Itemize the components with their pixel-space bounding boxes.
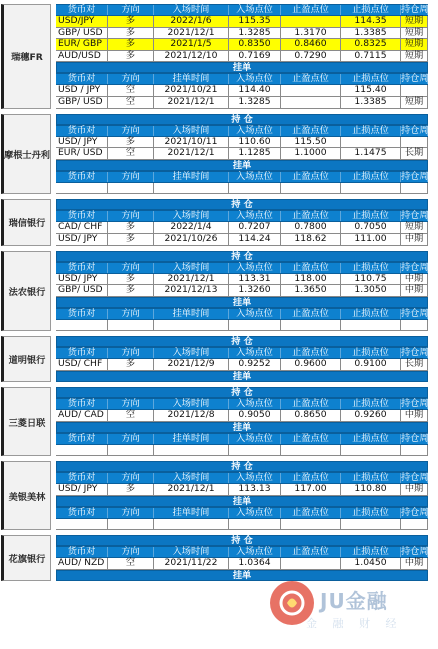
cell-stop-loss: [341, 137, 401, 148]
column-header-holding-period: 持仓周期: [401, 4, 438, 15]
column-header-stop-loss: 止损点位: [341, 74, 401, 84]
pending-banner: 挂单: [56, 371, 428, 382]
column-header-direction: 方向: [108, 348, 154, 358]
column-header-stop-loss: 止损点位: [341, 211, 401, 221]
cell-take-profit: 0.8650: [281, 410, 341, 421]
column-header-holding-period: 持仓周期: [401, 307, 438, 319]
cell-direction: [108, 320, 154, 331]
column-header-take-profit: 止盈点位: [281, 547, 341, 557]
cell-entry-price: 0.8350: [229, 39, 281, 50]
bank-label: 美银美林: [1, 461, 51, 530]
column-header-entry-time: 入场时间: [154, 126, 229, 136]
column-header-row: [56, 170, 438, 183]
cell-take-profit: 1.3170: [281, 28, 341, 39]
column-header-entry-time: 入场时间: [154, 348, 229, 358]
cell-currency-pair: GBP/ USD: [56, 97, 108, 108]
cell-stop-loss: 1.1475: [341, 148, 401, 159]
cell-holding-period: [401, 519, 428, 530]
cell-stop-loss: 114.35: [341, 16, 401, 27]
cell-currency-pair: [56, 320, 108, 331]
table-row: [56, 484, 428, 496]
cell-entry-time: 2021/10/11: [154, 137, 229, 148]
cell-entry-time: 2021/11/22: [154, 558, 229, 569]
cell-take-profit: 118.00: [281, 274, 341, 285]
column-header-direction: 方向: [108, 508, 154, 518]
cell-entry-time: 2021/12/13: [154, 285, 229, 296]
column-header-entry-time: 入场时间: [154, 5, 229, 15]
bank-label: 瑞穗FR: [1, 4, 51, 109]
cell-stop-loss: 0.7115: [341, 51, 401, 62]
holding-banner: 持 仓: [56, 387, 428, 398]
pending-banner: 挂单: [56, 570, 428, 581]
cell-entry-price: 114.40: [229, 85, 281, 96]
cell-holding-period: 短期: [401, 97, 428, 108]
column-header-direction: 方向: [108, 74, 154, 84]
table-row: [56, 519, 428, 531]
bank-label: 法农银行: [1, 251, 51, 332]
column-header-take-profit: 止盈点位: [281, 172, 341, 182]
cell-direction: 多: [108, 222, 154, 233]
pending-banner: 挂单: [56, 496, 428, 507]
column-header-take-profit: 止盈点位: [281, 74, 341, 84]
cell-currency-pair: GBP/ USD: [56, 285, 108, 296]
column-header-stop-loss: 止损点位: [341, 172, 401, 182]
cell-holding-period: [401, 320, 428, 331]
cell-stop-loss: [341, 519, 401, 530]
column-header-holding-period: 持仓周期: [401, 210, 438, 222]
column-header-currency-pair: 货币对: [56, 348, 108, 358]
column-header-entry-time: 挂单时间: [154, 172, 229, 182]
cell-direction: 空: [108, 148, 154, 159]
column-header-entry-price: 入场点位: [229, 473, 281, 483]
column-header-entry-time: 入场时间: [154, 211, 229, 221]
cell-currency-pair: GBP/ USD: [56, 28, 108, 39]
column-header-take-profit: 止盈点位: [281, 263, 341, 273]
column-header-take-profit: 止盈点位: [281, 508, 341, 518]
column-header-entry-price: 入场点位: [229, 399, 281, 409]
cell-direction: 多: [108, 234, 154, 245]
column-header-holding-period: 持仓周期: [401, 170, 438, 182]
column-header-entry-time: 挂单时间: [154, 309, 229, 319]
column-header-take-profit: 止盈点位: [281, 5, 341, 15]
column-header-take-profit: 止盈点位: [281, 434, 341, 444]
cell-currency-pair: AUD/ NZD: [56, 558, 108, 569]
column-header-entry-time: 入场时间: [154, 399, 229, 409]
cell-direction: 多: [108, 484, 154, 495]
holding-banner: 持 仓: [56, 336, 428, 347]
cell-stop-loss: 110.75: [341, 274, 401, 285]
bank-label: 道明银行: [1, 336, 51, 382]
cell-holding-period: 中期: [401, 410, 428, 421]
holding-banner: 持 仓: [56, 199, 428, 210]
cell-direction: [108, 519, 154, 530]
column-header-entry-time: 入场时间: [154, 473, 229, 483]
cell-take-profit: 0.7290: [281, 51, 341, 62]
column-header-stop-loss: 止损点位: [341, 399, 401, 409]
column-header-currency-pair: 货币对: [56, 473, 108, 483]
cell-direction: 空: [108, 97, 154, 108]
table-row: [56, 183, 428, 195]
cell-direction: 空: [108, 85, 154, 96]
column-header-stop-loss: 止损点位: [341, 547, 401, 557]
cell-stop-loss: 1.3385: [341, 97, 401, 108]
column-header-holding-period: 持仓周期: [401, 347, 438, 359]
column-header-entry-price: 入场点位: [229, 263, 281, 273]
cell-currency-pair: [56, 519, 108, 530]
cell-currency-pair: USD/JPY: [56, 16, 108, 27]
table-row: [56, 51, 428, 63]
cell-entry-price: 1.3285: [229, 97, 281, 108]
cell-entry-price: 115.35: [229, 16, 281, 27]
column-header-currency-pair: 货币对: [56, 434, 108, 444]
cell-holding-period: 中期: [401, 558, 428, 569]
cell-entry-time: 2022/1/6: [154, 16, 229, 27]
cell-stop-loss: 0.9260: [341, 410, 401, 421]
cell-currency-pair: USD/ CHF: [56, 359, 108, 370]
cell-entry-time: [154, 445, 229, 456]
cell-holding-period: 长期: [401, 359, 428, 370]
cell-take-profit: 0.8460: [281, 39, 341, 50]
column-header-entry-time: 入场时间: [154, 263, 229, 273]
cell-direction: 多: [108, 51, 154, 62]
cell-currency-pair: USD/ JPY: [56, 274, 108, 285]
column-header-direction: 方向: [108, 263, 154, 273]
cell-entry-price: 1.3285: [229, 28, 281, 39]
column-header-entry-price: 入场点位: [229, 309, 281, 319]
cell-currency-pair: USD/ JPY: [56, 137, 108, 148]
cell-entry-time: [154, 519, 229, 530]
column-header-row: [56, 124, 438, 137]
column-header-holding-period: 持仓周期: [401, 398, 438, 409]
column-header-direction: 方向: [108, 547, 154, 557]
cell-entry-time: 2021/12/1: [154, 148, 229, 159]
table-row: [56, 359, 428, 371]
column-header-entry-time: 挂单时间: [154, 434, 229, 444]
column-header-entry-price: 入场点位: [229, 434, 281, 444]
column-header-currency-pair: 货币对: [56, 74, 108, 84]
cell-entry-time: 2021/12/1: [154, 28, 229, 39]
column-header-currency-pair: 货币对: [56, 508, 108, 518]
cell-holding-period: 中期: [401, 234, 428, 245]
column-header-entry-price: 入场点位: [229, 508, 281, 518]
cell-currency-pair: USD/ JPY: [56, 234, 108, 245]
cell-entry-time: 2021/12/8: [154, 410, 229, 421]
cell-take-profit: [281, 558, 341, 569]
cell-entry-price: 114.24: [229, 234, 281, 245]
column-header-take-profit: 止盈点位: [281, 309, 341, 319]
cell-entry-price: 113.31: [229, 274, 281, 285]
cell-holding-period: 长期: [401, 148, 428, 159]
cell-take-profit: 1.3650: [281, 285, 341, 296]
cell-holding-period: 短期: [401, 222, 428, 233]
cell-currency-pair: AUD/USD: [56, 51, 108, 62]
cell-currency-pair: USD/ JPY: [56, 484, 108, 495]
cell-direction: 多: [108, 28, 154, 39]
cell-direction: 多: [108, 137, 154, 148]
cell-entry-price: 1.3260: [229, 285, 281, 296]
cell-holding-period: [401, 445, 428, 456]
cell-stop-loss: [341, 445, 401, 456]
cell-take-profit: [281, 183, 341, 194]
cell-holding-period: 短期: [401, 16, 428, 27]
cell-holding-period: [401, 183, 428, 194]
cell-direction: 多: [108, 16, 154, 27]
cell-take-profit: [281, 97, 341, 108]
cell-holding-period: 中期: [401, 484, 428, 495]
column-header-take-profit: 止盈点位: [281, 473, 341, 483]
column-header-holding-period: 持仓周期: [401, 261, 438, 273]
cell-currency-pair: EUR/ GBP: [56, 39, 108, 50]
cell-entry-price: 0.9252: [229, 359, 281, 370]
cell-stop-loss: 1.3050: [341, 285, 401, 296]
column-header-holding-period: 持仓周期: [401, 546, 438, 558]
cell-entry-time: 2021/12/1: [154, 274, 229, 285]
column-header-entry-price: 入场点位: [229, 547, 281, 557]
cell-direction: [108, 445, 154, 456]
cell-take-profit: [281, 519, 341, 530]
column-header-stop-loss: 止损点位: [341, 263, 401, 273]
column-header-direction: 方向: [108, 211, 154, 221]
cell-take-profit: [281, 16, 341, 27]
cell-stop-loss: 110.80: [341, 484, 401, 495]
bank-label: 三菱日联: [1, 387, 51, 456]
cell-take-profit: 118.62: [281, 234, 341, 245]
column-header-take-profit: 止盈点位: [281, 348, 341, 358]
column-header-direction: 方向: [108, 5, 154, 15]
cell-entry-time: [154, 320, 229, 331]
cell-take-profit: [281, 445, 341, 456]
column-header-stop-loss: 止损点位: [341, 348, 401, 358]
cell-direction: 多: [108, 274, 154, 285]
column-header-stop-loss: 止损点位: [341, 126, 401, 136]
cell-stop-loss: 1.3385: [341, 28, 401, 39]
cell-stop-loss: 0.8325: [341, 39, 401, 50]
column-header-currency-pair: 货币对: [56, 547, 108, 557]
watermark: [270, 575, 420, 645]
cell-take-profit: 117.00: [281, 484, 341, 495]
pending-banner: 挂单: [56, 62, 428, 73]
pending-banner: 挂单: [56, 160, 428, 171]
table-row: [56, 285, 428, 297]
cell-entry-time: 2021/12/1: [154, 484, 229, 495]
cell-entry-time: 2022/1/4: [154, 222, 229, 233]
column-header-currency-pair: 货币对: [56, 399, 108, 409]
watermark-subtext: 金 融 财 经: [306, 617, 403, 630]
column-header-row: [56, 261, 438, 274]
cell-entry-price: 0.7207: [229, 222, 281, 233]
column-header-stop-loss: 止损点位: [341, 434, 401, 444]
table-row: [56, 558, 428, 570]
cell-currency-pair: USD / JPY: [56, 85, 108, 96]
column-header-entry-time: 入场时间: [154, 547, 229, 557]
table-row: [56, 320, 428, 332]
cell-entry-price: [229, 320, 281, 331]
column-header-entry-price: 入场点位: [229, 74, 281, 84]
cell-take-profit: 1.1000: [281, 148, 341, 159]
column-header-entry-time: 挂单时间: [154, 508, 229, 518]
column-header-direction: 方向: [108, 126, 154, 136]
column-header-stop-loss: 止损点位: [341, 5, 401, 15]
column-header-currency-pair: 货币对: [56, 5, 108, 15]
column-header-take-profit: 止盈点位: [281, 211, 341, 221]
column-header-direction: 方向: [108, 309, 154, 319]
cell-entry-price: 0.9050: [229, 410, 281, 421]
column-header-entry-time: 挂单时间: [154, 74, 229, 84]
cell-stop-loss: 1.0450: [341, 558, 401, 569]
holding-banner: 持 仓: [56, 461, 428, 472]
cell-entry-price: 110.60: [229, 137, 281, 148]
cell-direction: 多: [108, 285, 154, 296]
column-header-entry-price: 入场点位: [229, 211, 281, 221]
table-row: [56, 97, 428, 109]
holding-banner: 持 仓: [56, 114, 428, 125]
cell-entry-time: 2021/10/26: [154, 234, 229, 245]
cell-direction: 空: [108, 410, 154, 421]
cell-holding-period: 中期: [401, 285, 428, 296]
cell-holding-period: [401, 85, 428, 96]
column-header-direction: 方向: [108, 434, 154, 444]
cell-take-profit: [281, 320, 341, 331]
column-header-row: [56, 506, 438, 519]
cell-stop-loss: 111.00: [341, 234, 401, 245]
holding-banner: 持 仓: [56, 535, 428, 546]
cell-direction: [108, 183, 154, 194]
column-header-holding-period: 持仓周期: [401, 472, 438, 484]
cell-currency-pair: [56, 183, 108, 194]
column-header-holding-period: 持仓周期: [401, 432, 438, 444]
bank-label: 花旗银行: [1, 535, 51, 581]
table-row: [56, 148, 428, 160]
pending-banner: 挂单: [56, 297, 428, 308]
cell-holding-period: 短期: [401, 28, 428, 39]
cell-entry-price: 1.0364: [229, 558, 281, 569]
cell-entry-price: 113.13: [229, 484, 281, 495]
column-header-stop-loss: 止损点位: [341, 309, 401, 319]
column-header-entry-price: 入场点位: [229, 5, 281, 15]
column-header-currency-pair: 货币对: [56, 126, 108, 136]
column-header-take-profit: 止盈点位: [281, 399, 341, 409]
column-header-entry-price: 入场点位: [229, 348, 281, 358]
column-header-holding-period: 持仓周期: [401, 124, 438, 136]
column-header-entry-price: 入场点位: [229, 172, 281, 182]
cell-take-profit: [281, 85, 341, 96]
column-header-take-profit: 止盈点位: [281, 126, 341, 136]
cell-entry-price: 0.7169: [229, 51, 281, 62]
bank-label: 摩根士丹利: [1, 114, 51, 195]
pending-banner: 挂单: [56, 422, 428, 433]
table-row: [56, 445, 428, 457]
cell-entry-price: [229, 519, 281, 530]
column-header-direction: 方向: [108, 473, 154, 483]
cell-entry-time: 2021/1/5: [154, 39, 229, 50]
cell-take-profit: 0.7800: [281, 222, 341, 233]
cell-currency-pair: EUR/ USD: [56, 148, 108, 159]
cell-currency-pair: CAD/ CHF: [56, 222, 108, 233]
cell-stop-loss: 0.7050: [341, 222, 401, 233]
column-header-holding-period: 持仓周期: [401, 506, 438, 518]
cell-stop-loss: 0.9100: [341, 359, 401, 370]
cell-holding-period: 短期: [401, 51, 428, 62]
cell-holding-period: 短期: [401, 39, 428, 50]
table-row: [56, 234, 428, 246]
cell-take-profit: 115.50: [281, 137, 341, 148]
bank-label: 瑞信银行: [1, 199, 51, 245]
watermark-text: JU金融: [320, 589, 388, 613]
column-header-entry-price: 入场点位: [229, 126, 281, 136]
column-header-holding-period: 持仓周期: [401, 73, 438, 85]
column-header-currency-pair: 货币对: [56, 211, 108, 221]
cell-take-profit: 0.9600: [281, 359, 341, 370]
cell-holding-period: [401, 137, 428, 148]
cell-entry-price: [229, 445, 281, 456]
table-row: [56, 410, 428, 422]
column-header-currency-pair: 货币对: [56, 172, 108, 182]
cell-entry-time: 2021/12/9: [154, 359, 229, 370]
cell-entry-time: 2021/12/10: [154, 51, 229, 62]
cell-entry-time: 2021/12/1: [154, 97, 229, 108]
cell-entry-price: [229, 183, 281, 194]
column-header-direction: 方向: [108, 399, 154, 409]
column-header-currency-pair: 货币对: [56, 263, 108, 273]
cell-direction: 空: [108, 558, 154, 569]
cell-stop-loss: [341, 320, 401, 331]
cell-direction: 多: [108, 359, 154, 370]
cell-currency-pair: [56, 445, 108, 456]
cell-entry-time: [154, 183, 229, 194]
cell-entry-price: 1.1285: [229, 148, 281, 159]
column-header-stop-loss: 止损点位: [341, 473, 401, 483]
table-row: [56, 16, 428, 28]
column-header-direction: 方向: [108, 172, 154, 182]
cell-stop-loss: [341, 183, 401, 194]
cell-currency-pair: AUD/ CAD: [56, 410, 108, 421]
column-header-row: [56, 307, 438, 320]
cell-entry-time: 2021/10/21: [154, 85, 229, 96]
holding-banner: 持 仓: [56, 251, 428, 262]
cell-holding-period: 中期: [401, 274, 428, 285]
cell-stop-loss: 115.40: [341, 85, 401, 96]
column-header-row: [56, 432, 438, 445]
column-header-stop-loss: 止损点位: [341, 508, 401, 518]
cell-direction: 多: [108, 39, 154, 50]
column-header-currency-pair: 货币对: [56, 309, 108, 319]
